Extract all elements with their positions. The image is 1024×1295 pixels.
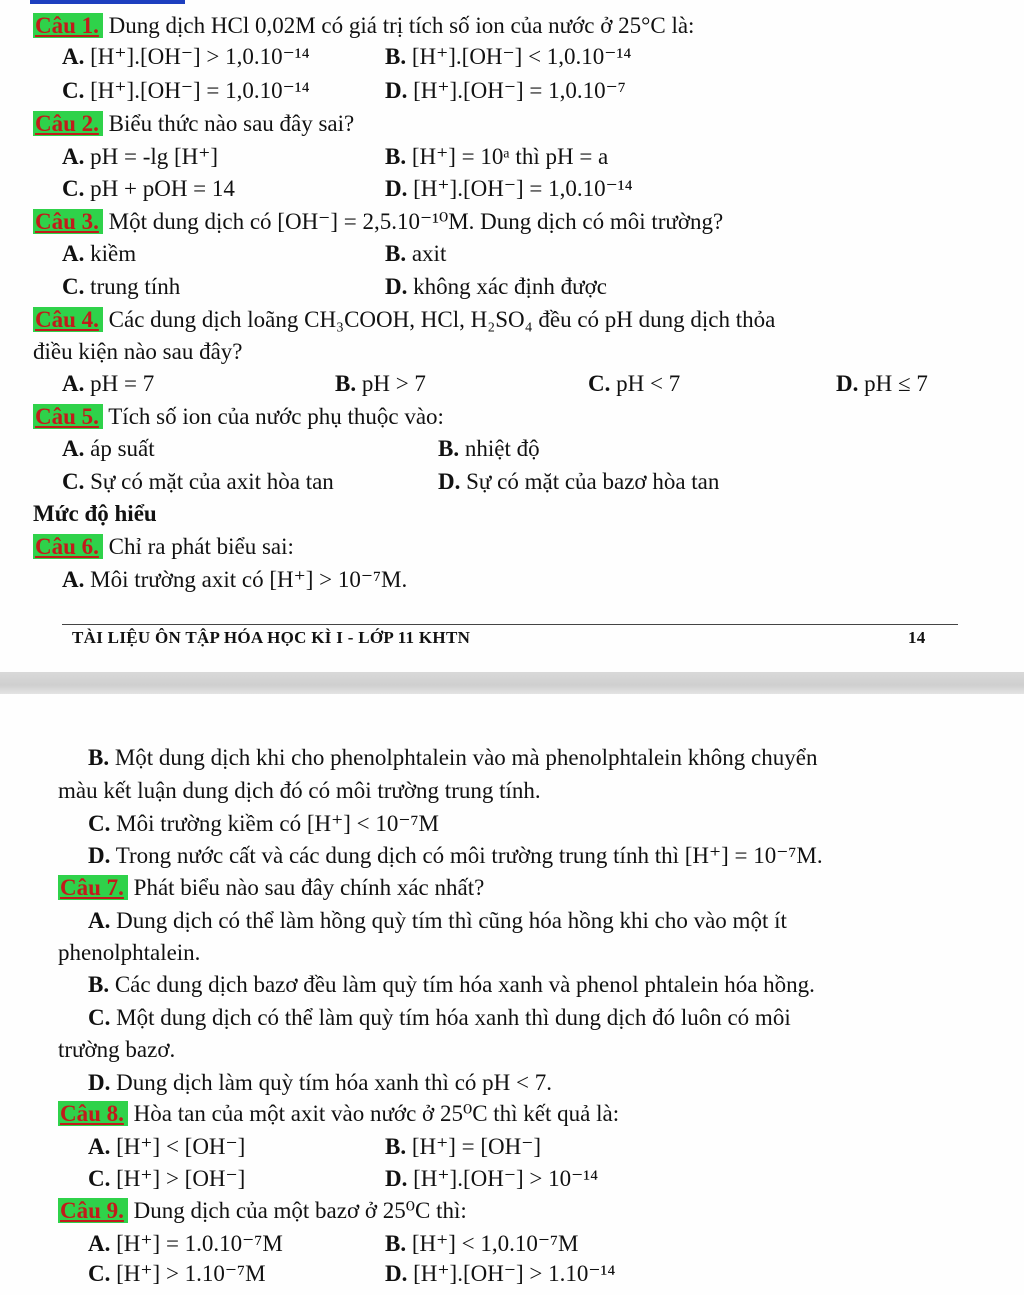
- question-text: Các dung dịch loãng CH₃COOH, HCl, H₂SO₄ đều có pH dung dịch thỏa: [108, 307, 776, 332]
- q9-option-c: C. [H⁺] > 1.10⁻⁷M: [88, 1261, 266, 1286]
- q2-option-a: A. pH = -lg [H⁺]: [62, 144, 219, 169]
- question-5: [33, 403, 444, 431]
- q5-option-b: B. nhiệt độ: [438, 436, 540, 461]
- q3-option-a: A. kiềm: [62, 241, 137, 266]
- q1-option-c: C. [H⁺].[OH⁻] = 1,0.10⁻¹⁴: [62, 78, 310, 103]
- question-1: [33, 12, 694, 40]
- section-heading: Mức độ hiểu: [33, 501, 157, 526]
- q2-option-c: C. pH + pOH = 14: [62, 176, 235, 201]
- question-label: Câu 9.: [58, 1198, 128, 1223]
- question-label: Câu 5.: [33, 404, 103, 429]
- question-label: Câu 7.: [58, 875, 128, 900]
- question-6: [33, 533, 294, 561]
- question-text: Dung dịch của một bazơ ở 25⁰C thì:: [133, 1198, 467, 1223]
- q8-option-a: A. [H⁺] < [OH⁻]: [88, 1134, 246, 1159]
- q1-option-d: D. [H⁺].[OH⁻] = 1,0.10⁻⁷: [385, 78, 626, 103]
- question-text: Chỉ ra phát biểu sai:: [108, 534, 294, 559]
- question-3: [33, 208, 723, 236]
- q2-option-b: B. [H⁺] = 10ᵃ thì pH = a: [385, 144, 609, 169]
- q7-option-a-continued: phenolphtalein.: [58, 940, 201, 965]
- q8-option-d: D. [H⁺].[OH⁻] > 10⁻¹⁴: [385, 1166, 599, 1191]
- page-separator: [0, 672, 1024, 694]
- q7-option-c-continued: trường bazơ.: [58, 1037, 176, 1062]
- question-text: Tích số ion của nước phụ thuộc vào:: [108, 404, 444, 429]
- header-strip: [30, 0, 185, 4]
- question-2: [33, 110, 354, 138]
- footer-divider: [62, 624, 958, 625]
- question-9: [58, 1197, 467, 1225]
- q1-option-b: B. [H⁺].[OH⁻] < 1,0.10⁻¹⁴: [385, 44, 632, 69]
- q5-option-c: C. Sự có mặt của axit hòa tan: [62, 469, 334, 494]
- q4-option-a: A. pH = 7: [62, 371, 155, 396]
- question-label: Câu 1.: [33, 13, 103, 38]
- q6-option-b-continued: màu kết luận dung dịch đó có môi trường trung tính.: [58, 778, 541, 803]
- q5-option-d: D. Sự có mặt của bazơ hòa tan: [438, 469, 720, 494]
- q7-option-a: A. Dung dịch có thể làm hồng quỳ tím thì cũng hóa hồng khi cho vào một ít: [88, 908, 787, 933]
- q2-option-d: D. [H⁺].[OH⁻] = 1,0.10⁻¹⁴: [385, 176, 633, 201]
- question-label: Câu 4.: [33, 307, 103, 332]
- q4-option-c: C. pH < 7: [588, 371, 681, 396]
- question-4: [33, 306, 775, 334]
- q7-option-d: D. Dung dịch làm quỳ tím hóa xanh thì có pH < 7.: [88, 1070, 552, 1095]
- q7-option-c: C. Một dung dịch có thể làm quỳ tím hóa xanh thì dung dịch đó luôn có môi: [88, 1005, 791, 1030]
- question-4-continued: điều kiện nào sau đây?: [33, 339, 243, 364]
- question-label: Câu 8.: [58, 1101, 128, 1126]
- q9-option-d: D. [H⁺].[OH⁻] > 1.10⁻¹⁴: [385, 1261, 616, 1286]
- footer-title: TÀI LIỆU ÔN TẬP HÓA HỌC KÌ I - LỚP 11 KHTN: [72, 628, 471, 647]
- question-8: [58, 1100, 619, 1128]
- q8-option-b: B. [H⁺] = [OH⁻]: [385, 1134, 542, 1159]
- page-number: 14: [908, 628, 926, 647]
- q3-option-c: C. trung tính: [62, 274, 181, 299]
- question-7: [58, 874, 484, 902]
- q8-option-c: C. [H⁺] > [OH⁻]: [88, 1166, 246, 1191]
- q4-option-d: D. pH ≤ 7: [836, 371, 928, 396]
- question-label: Câu 3.: [33, 209, 103, 234]
- question-text: Hòa tan của một axit vào nước ở 25⁰C thì kết quả là:: [133, 1101, 620, 1126]
- question-label: Câu 2.: [33, 111, 103, 136]
- question-text: Một dung dịch có [OH⁻] = 2,5.10⁻¹⁰M. Dung dịch có môi trường?: [108, 209, 724, 234]
- question-text: Dung dịch HCl 0,02M có giá trị tích số ion của nước ở 25°C là:: [108, 13, 695, 38]
- q6-option-c: C. Môi trường kiềm có [H⁺] < 10⁻⁷M: [88, 811, 439, 836]
- q4-option-b: B. pH > 7: [335, 371, 426, 396]
- q6-option-a: A. Môi trường axit có [H⁺] > 10⁻⁷M.: [62, 567, 408, 592]
- question-text: Phát biểu nào sau đây chính xác nhất?: [133, 875, 485, 900]
- q6-option-b: B. Một dung dịch khi cho phenolphtalein vào mà phenolphtalein không chuyển: [88, 745, 818, 770]
- q5-option-a: A. áp suất: [62, 436, 155, 461]
- q9-option-a: A. [H⁺] = 1.0.10⁻⁷M: [88, 1231, 283, 1256]
- q9-option-b: B. [H⁺] < 1,0.10⁻⁷M: [385, 1231, 579, 1256]
- question-text: Biểu thức nào sau đây sai?: [108, 111, 355, 136]
- q3-option-b: B. axit: [385, 241, 447, 266]
- q7-option-b: B. Các dung dịch bazơ đều làm quỳ tím hóa xanh và phenol phtalein hóa hồng.: [88, 972, 815, 997]
- q6-option-d: D. Trong nước cất và các dung dịch có môi trường trung tính thì [H⁺] = 10⁻⁷M.: [88, 843, 823, 868]
- document-page-2: [0, 694, 1024, 1295]
- question-label: Câu 6.: [33, 534, 103, 559]
- q3-option-d: D. không xác định được: [385, 274, 608, 299]
- q1-option-a: A. [H⁺].[OH⁻] > 1,0.10⁻¹⁴: [62, 44, 310, 69]
